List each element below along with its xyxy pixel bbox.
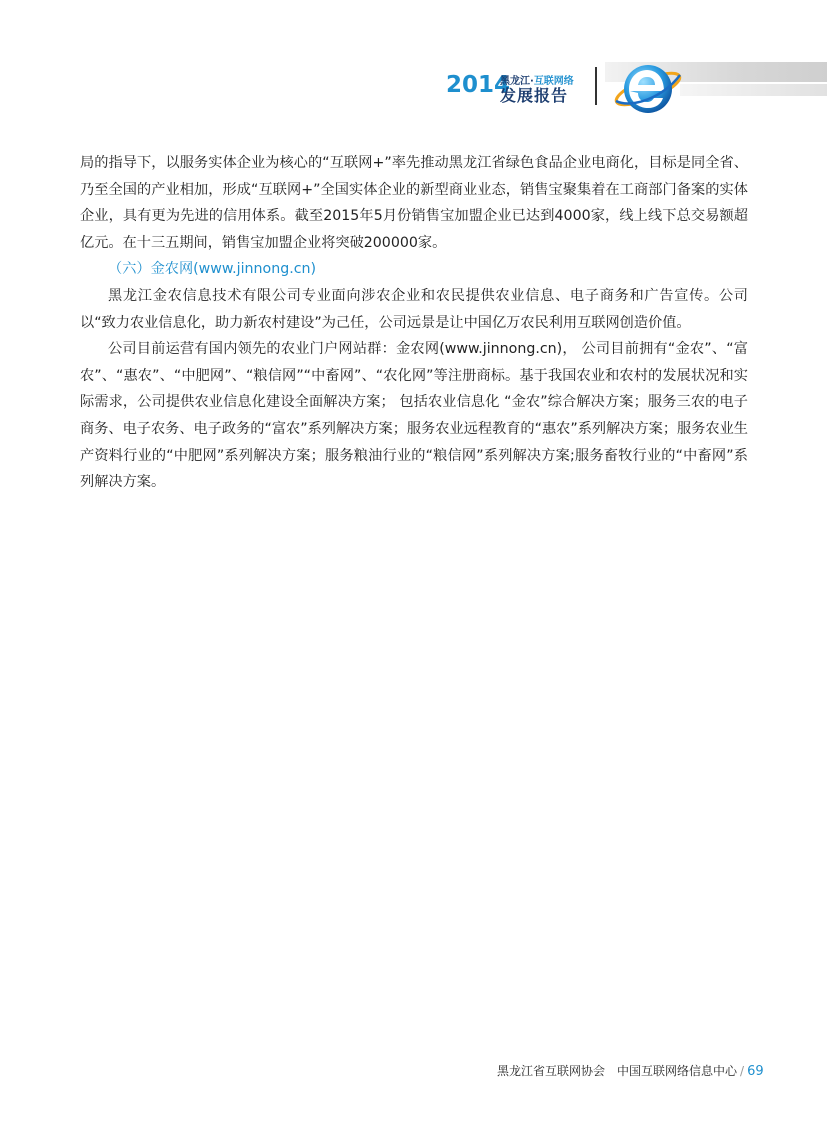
footer-organizations: 黑龙江省互联网协会 中国互联网络信息中心 <box>497 1064 738 1078</box>
header-year: 2014 <box>446 72 511 98</box>
header-title: 发展报告 <box>500 86 569 105</box>
header-subtitle-region: 黑龙江· <box>500 76 534 87</box>
page-number: 69 <box>747 1064 764 1079</box>
article-body <box>80 150 748 496</box>
footer-separator: / <box>740 1064 745 1078</box>
paragraph-company-products: 公司目前运营有国内领先的农业门户网站群：金农网(www.jinnong.cn)， 公司目前拥有“金农”、“富农”、“惠农”、“中肥网”、“粮信网”“中畜网”、“农化网”等注册商标。基于我国农业和农村的发展状况和实际需求，公司提供农业信息化建设全面解决方案； 包括农业信息化 “金农”综合解决方案；服务三农的电子商务、电子农务、电子政务的“富农”系列解决方案；服务农业远程教育的“惠农”系列解决方案；服务农业生产资料行业的“中肥网”系列解决方案；服务粮油行业的“粮信网”系列解决方案;服务畜牧行业的“中畜网”系列解决方案。 <box>80 341 748 491</box>
paragraph-company-intro: 黑龙江金农信息技术有限公司专业面向涉农企业和农民提供农业信息、电子商务和广告宣传。公司以“致力农业信息化，助力新农村建设”为己任，公司远景是让中国亿万农民利用互联网创造价值。 <box>80 287 748 331</box>
header-divider <box>595 67 597 105</box>
header-subtitle-topic: 互联网络 <box>533 76 574 87</box>
page-footer <box>497 1062 764 1079</box>
ie-e-logo-icon <box>612 57 684 117</box>
section-heading-jinnong: （六）金农网(www.jinnong.cn) <box>108 261 317 278</box>
header-decorative-band-lower <box>680 84 827 96</box>
paragraph-continuation: 局的指导下，以服务实体企业为核心的“互联网+”率先推动黑龙江省绿色食品企业电商化，目标是同全省、乃至全国的产业相加，形成“互联网+”全国实体企业的新型商业业态，销售宝聚集着在工商部门备案的实体企业，具有更为先进的信用体系。截至2015年5月份销售宝加盟企业已达到4000家，线上线下总交易额超亿元。在十三五期间，销售宝加盟企业将突破200000家。 <box>80 155 748 251</box>
